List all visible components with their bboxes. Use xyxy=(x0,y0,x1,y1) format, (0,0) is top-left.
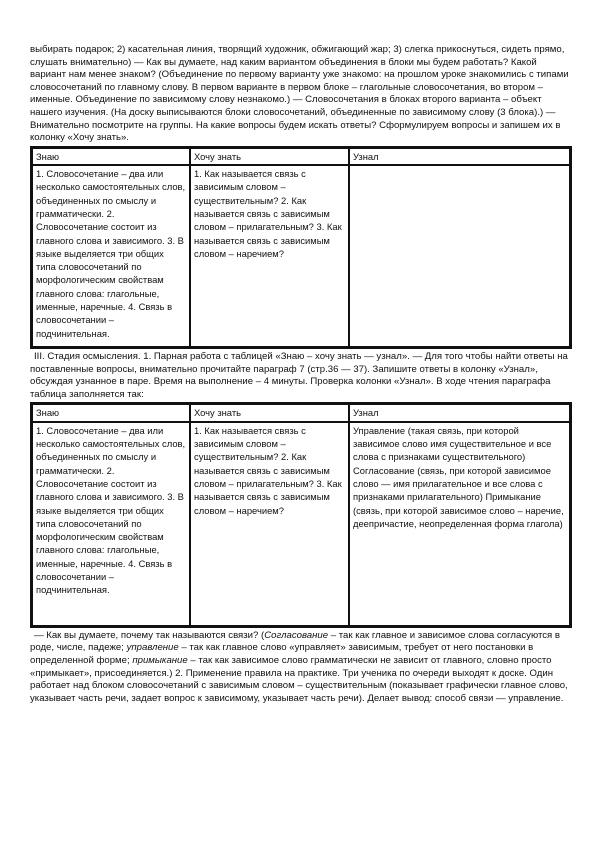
header-want: Хочу знать xyxy=(190,404,349,421)
term-agreement: Согласование xyxy=(264,629,329,641)
table-row xyxy=(32,165,570,347)
term-government: управление xyxy=(126,642,179,654)
intro-paragraph: выбирать подарок; 2) касательная линия, творящий художник, обжигающий жар; 3) слегка прикоснуться, сидеть прямо, слушать внимательно) — Как вы думаете, над каким вариантом объединения в блоки мы будем работать? Какой вариант нам менее знаком? (Объединение по первому варианту уже знакомо: на прошлом уроке знакомились с типами словосочетаний по главному слову. В первом варианте в первом блоке – глагольные словосочетания, во втором – именные. Объединение по зависимому слову незнакомо.) — Словосочетания в блоках второго варианта – объект нашего изучения. (На доску выписываются блоки словосочетаний, объединенные по зависимому слову (3 блока).) — Внимательно посмотрите на группы. На какие вопросы будем искать ответы? Сформулируем вопросы и запишем их в колонку «Хочу знать». xyxy=(30,44,569,144)
header-know: Знаю xyxy=(32,404,190,421)
cell-want: 1. Как называется связь с зависимым словом – существительным? 2. Как называется связь с зависимым словом – прилагательным? 3. Как называется связь с зависимым словом – наречием? xyxy=(190,165,349,347)
header-learned: Узнал xyxy=(349,404,570,421)
cell-know: 1. Словосочетание – два или несколько самостоятельных слов, объединенных по смыслу и грамматически. 2. Словосочетание состоит из главного слова и зависимого. 3. В языке выделяется три общих типа словосочетаний по морфологическим свойствам главного слова: глагольные, именные, наречные. 4. Связь в словосочетании – подчинительная. xyxy=(32,422,190,626)
header-know: Знаю xyxy=(32,148,190,165)
closing-part3: – так как зависимое слово грамматически не зависит от главного, словно просто «примыкает», присоединяется.) 2. Применение правила на практике. Три ученика по очереди выходят к доске. Один работает над блоком словосочетаний с зависимым словом – существительным (показывает графически главное слово, указывает часть речи, задает вопрос к зависимому, указывает часть речи). Делает вывод: способ связи — управление. xyxy=(30,654,568,704)
table-header-row xyxy=(32,404,570,421)
term-adjunction: примыкание xyxy=(132,654,188,666)
closing-part2: – так как главное слово «управляет» зависимым, требует от него постановки в определенной форме; xyxy=(30,642,534,666)
closing-lead: — Как вы думаете, почему так называются связи? ( xyxy=(34,629,265,641)
table-row xyxy=(32,422,570,626)
cell-learned: Управление (такая связь, при которой зависимое слово имя существительное и все слова с признаками существительного) Согласование (связь, при которой зависимое слово — имя прилагательное и все слова с признаками прилагательного) Примыкание (связь, при которой зависимое слово – наречие, деепричастие, неопределенная форма глагола) xyxy=(349,422,570,626)
document-page xyxy=(30,44,572,705)
kwl-table-1 xyxy=(30,146,572,349)
kwl-table-2 xyxy=(30,402,572,627)
cell-know: 1. Словосочетание – два или несколько самостоятельных слов, объединенных по смыслу и грамматически. 2. Словосочетание состоит из главного слова и зависимого. 3. В языке выделяется три общих типа словосочетаний по морфологическим свойствам главного слова: глагольные, именные, наречные. 4. Связь в словосочетании – подчинительная. xyxy=(32,165,190,347)
closing-paragraph xyxy=(30,630,572,706)
table-header-row xyxy=(32,148,570,165)
cell-want: 1. Как называется связь с зависимым словом – существительным? 2. Как называется связь с зависимым словом – прилагательным? 3. Как называется связь с зависимым словом – наречием? xyxy=(190,422,349,626)
cell-learned xyxy=(349,165,570,347)
stage-paragraph: III. Стадия осмысления. 1. Парная работа с таблицей «Знаю – хочу знать — узнал». — Для того чтобы найти ответы на поставленные вопросы, внимательно прочитайте параграф 7 (стр.36 — 37). Запишите ответы в колонку «Узнал», обсуждая узнанное в паре. Время на выполнение – 4 минуты. Проверка колонки «Узнал». В ходе чтения параграфа таблица заполняется так: xyxy=(30,351,568,400)
header-want: Хочу знать xyxy=(190,148,349,165)
header-learned: Узнал xyxy=(349,148,570,165)
closing-part1: – так как главное и зависимое слова согласуются в роде, числе, падеже; xyxy=(30,629,560,654)
